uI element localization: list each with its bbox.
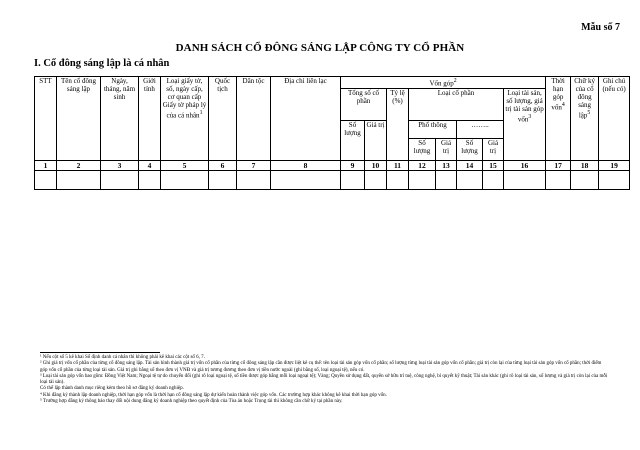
column-number: 12	[409, 161, 436, 171]
column-number: 4	[139, 161, 161, 171]
table-cell	[457, 171, 483, 190]
column-number: 15	[483, 161, 504, 171]
table-cell	[57, 171, 101, 190]
column-number: 17	[546, 161, 571, 171]
footnote: ³ Loại tài sản góp vốn bao gồm: Đồng Việt Nam; Ngoại tệ tự do chuyển đổi (ghi rõ loại ngoại tệ, số tiền được góp bằng mỗi loại ngoại tệ); Vàng; Quyền sử dụng đất, quyền sở hữu trí tuệ, công nghệ, bí quyết kỹ thuật; Tài sản khác (ghi rõ loại tài sản, số lượng và giá trị còn lại của mỗi loại tài sản).	[40, 373, 608, 386]
column-number: 16	[504, 161, 546, 171]
table-cell	[546, 171, 571, 190]
header-stt: STT	[35, 77, 57, 161]
column-number: 9	[341, 161, 365, 171]
section-heading: I. Cổ đông sáng lập là cá nhân	[34, 58, 170, 69]
header-common-shares: Phổ thông	[409, 121, 457, 139]
column-number: 10	[365, 161, 387, 171]
column-number: 5	[161, 161, 209, 171]
header-notes: Ghi chú (nếu có)	[599, 77, 630, 161]
document-title: DANH SÁCH CỔ ĐÔNG SÁNG LẬP CÔNG TY CỔ PHẦN	[175, 42, 465, 54]
table-cell	[341, 171, 365, 190]
header-signature: Chữ ký của cổ đông sáng lập$^5$	[571, 77, 599, 161]
header-id-document: Loại giấy tờ, số, ngày cấp, cơ quan cấp Giấy tờ pháp lý của cá nhân$^1$	[161, 77, 209, 161]
footnote-divider	[40, 352, 160, 353]
table-cell	[387, 171, 409, 190]
table-cell	[504, 171, 546, 190]
header-deadline: Thời hạn góp vốn$^4$	[546, 77, 571, 161]
header-ethnicity: Dân tộc	[237, 77, 271, 161]
table-cell	[101, 171, 139, 190]
column-number: 18	[571, 161, 599, 171]
footnote: ⁵ Trường hợp đăng ký thông báo thay đổi nội dung đăng ký doanh nghiệp theo quyết định của Tòa án hoặc Trọng tài thì không cần chữ ký tại phần này.	[40, 399, 343, 405]
footnote: ¹ Nếu cột số 5 kê khai Số định danh cá nhân thì không phải kê khai các cột số 6, 7.	[40, 355, 205, 360]
header-founder-name: Tên cổ đông sáng lập	[57, 77, 101, 161]
header-share-type: Loại cổ phần	[409, 89, 504, 121]
header-common-quantity: Số lượng	[409, 139, 436, 161]
footnote: Có thể lập thành danh mục riêng kèm theo hồ sơ đăng ký doanh nghiệp.	[40, 386, 184, 392]
table-cell	[161, 171, 209, 190]
table-cell	[237, 171, 271, 190]
footnotes	[40, 352, 610, 405]
header-dob: Ngày, tháng, năm sinh	[101, 77, 139, 161]
header-other-quantity: Số lượng	[457, 139, 483, 161]
header-other-shares: ……..	[457, 121, 504, 139]
header-total-quantity: Số lượng	[341, 121, 365, 161]
table-cell	[571, 171, 599, 190]
column-number: 8	[271, 161, 341, 171]
column-number: 7	[237, 161, 271, 171]
table-cell	[209, 171, 237, 190]
header-nationality: Quốc tịch	[209, 77, 237, 161]
table-cell	[436, 171, 457, 190]
founders-table	[34, 76, 630, 190]
header-ratio: Tỷ lệ (%)	[387, 89, 409, 161]
header-asset-type: Loại tài sản, số lượng, giá trị tài sản góp vốn$^3$	[504, 89, 546, 161]
header-capital: Vốn góp$^2$	[341, 77, 546, 89]
header-total-value: Giá trị	[365, 121, 387, 161]
column-number: 6	[209, 161, 237, 171]
header-other-value: Giá trị	[483, 139, 504, 161]
header-gender: Giới tính	[139, 77, 161, 161]
table-cell	[365, 171, 387, 190]
header-common-value: Giá trị	[436, 139, 457, 161]
header-total-shares: Tổng số cổ phần	[341, 89, 387, 121]
table-cell	[409, 171, 436, 190]
column-number: 14	[457, 161, 483, 171]
column-number: 1	[35, 161, 57, 171]
column-number: 11	[387, 161, 409, 171]
header-contact-address: Địa chỉ liên lạc	[271, 77, 341, 161]
footnote: ² Ghi giá trị vốn cổ phần của từng cổ đông sáng lập. Tài sản hình thành giá trị vốn cổ phần của từng cổ đông sáng lập cần được liệt kê cụ thể: tên loại tài sản góp vốn cổ phần; số lượng từng loại tài sản góp vốn cổ phần; giá trị còn lại của từng loại tài sản góp vốn cổ phần; thời điểm góp vốn cổ phần của từng loại tài sản. Giá trị ghi bằng số theo đơn vị VNĐ và giá trị tương đương theo đơn vị tiền nước ngoài (ghi bằng số, loại ngoại tệ), nếu có.	[40, 361, 602, 373]
column-number-row	[35, 161, 630, 171]
table-row	[35, 171, 630, 190]
table-cell	[599, 171, 630, 190]
table-cell	[139, 171, 161, 190]
table-cell	[483, 171, 504, 190]
column-number: 2	[57, 161, 101, 171]
table-cell	[35, 171, 57, 190]
footnote: ⁴ Khi đăng ký thành lập doanh nghiệp, thời hạn góp vốn là thời hạn cổ đông sáng lập dự kiến hoàn thành việc góp vốn. Các trường hợp khác không kê khai thời hạn góp vốn.	[40, 392, 387, 398]
column-number: 19	[599, 161, 630, 171]
column-number: 3	[101, 161, 139, 171]
table-cell	[271, 171, 341, 190]
column-number: 13	[436, 161, 457, 171]
form-number: Mẫu số 7	[581, 22, 620, 33]
